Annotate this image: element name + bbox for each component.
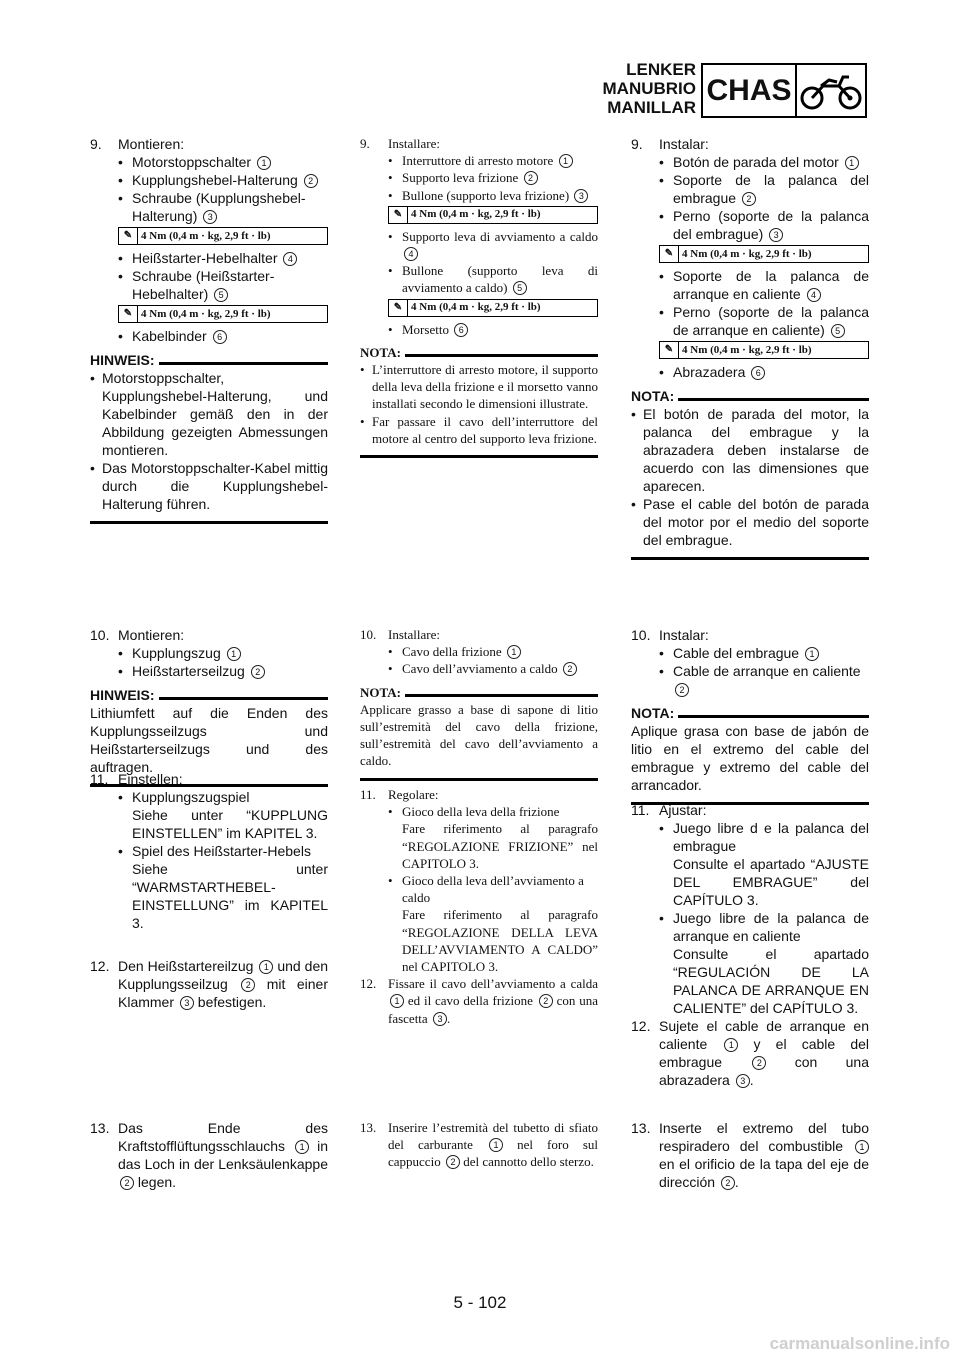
reference-text: Siehe unter “WARMSTARTHEBEL-EINSTELLUNG” im KAPITEL 3.	[132, 861, 328, 931]
wrench-icon: ✎	[389, 207, 408, 223]
list-item: • Cavo dell’avviamento a caldo 2	[388, 660, 598, 677]
note-item: • Das Motorstoppschalter-Kabel mittig durch die Kupplungshebel-Halterung führen.	[90, 460, 328, 512]
list-item: • Juego libre d e la palanca del embrague	[659, 820, 869, 854]
german-step-9: 9. Montieren: • Motorstoppschalter 1 • Kupplungshebel-Halterung 2 • Schraube (Kupplungshebel-Halterung) 3 ✎ 4 Nm (0,4 m · kg, 2,9 ft · lb) • Heißstarter-Hebelhalter 4 • Schraube (Heißstarter-Hebelhalter) 5 ✎ 4 Nm (0,4 m · kg, 2,9 ft · lb) • Kabelbinder 6 HINWEIS: • Motorstoppschalter, Kupplungshebel-Halterung, und Kabelbinder gemäß den in der Abbildung gezeigten Abmessungen montieren. • Das Motorstoppschalter-Kabel mittig durch die Kupplungshebel-Halterung führen.	[90, 135, 328, 524]
torque-spec: ✎ 4 Nm (0,4 m · kg, 2,9 ft · lb)	[118, 305, 328, 323]
list-item: • Heißstarter-Hebelhalter 4	[118, 249, 328, 267]
italian-step-10: 10. Installare: • Cavo della frizione 1 • Cavo dell’avviamento a caldo 2 NOTA: Applicare grasso a base di sapone di litio sull’estremità del cavo della frizione, sull’estremità del cavo dell’avviamento a caldo.	[360, 626, 598, 781]
reference-text: Consulte el apartado “AJUSTE DEL EMBRAGUE” del CAPÍTULO 3.	[673, 856, 869, 908]
note-item: • L’interruttore di arresto motore, il supporto della leva della frizione e il morsetto vanno installati secondo le dimensioni illustrate.	[360, 362, 598, 412]
italian-step-12: 12. Fissare il cavo dell’avviamento a calda 1 ed il cavo della frizione 2 con una fascetta 3 .	[360, 976, 599, 1026]
note-item: • Far passare il cavo dell’interruttore del motore al centro del supporto leva frizione.	[360, 413, 598, 446]
callout-number: 1	[227, 647, 241, 661]
list-item: • Gioco della leva dell’avviamento a caldo	[388, 873, 584, 906]
spanish-step-13: 13. Inserte el extremo del tubo respiradero del combustible 1 en el orificio de la tapa del eje de dirección 2 .	[631, 1120, 869, 1190]
callout-number: 1	[845, 156, 859, 170]
list-item: • Soporte de la palanca de arranque en caliente 4	[659, 268, 869, 302]
wrench-icon: ✎	[119, 228, 138, 244]
note-text: Aplique grasa con base de jabón de litio en el extremo del cable del embrague y extremo del cable del arrancador.	[631, 723, 869, 793]
list-item: • Gioco della leva della frizione	[388, 804, 560, 820]
list-item: • Soporte de la palanca del embrague 2	[659, 172, 869, 206]
reference-text: Fare riferimento al paragrafo “REGOLAZIONE FRIZIONE” nel CAPITOLO 3.	[402, 821, 598, 871]
list-item: • Schraube (Kupplungshebel-Halterung) 3	[118, 190, 306, 224]
list-item: • Perno (soporte de la palanca de arranque en caliente) 5	[659, 304, 869, 338]
note-header: NOTA:	[631, 704, 869, 722]
note-text: Lithiumfett auf die Enden des Kupplungsseilzugs und Heißstarterseilzugs und des auftragen.	[90, 705, 328, 775]
callout-number: 6	[454, 323, 468, 337]
watermark: carmanualsonline.info	[769, 1334, 950, 1353]
list-item: • Bullone (supporto leva frizione) 3	[388, 187, 598, 204]
list-item: • Bullone (supporto leva di avviamento a caldo) 5	[388, 263, 598, 296]
german-step-12: 12. Den Heißstartereilzug 1 und den Kupplungsseilzug 2 mit einer Klammer 3 befestigen.	[90, 958, 329, 1010]
motorcycle-icon	[797, 65, 865, 116]
list-item: • Supporto leva frizione 2	[388, 169, 598, 186]
note-divider	[90, 521, 328, 524]
german-step-11: 11. Einstellen: • Kupplungszugspiel Siehe unter “KUPPLUNG EINSTELLEN” im KAPITEL 3. • Spiel des Heißstarter-Hebels Siehe unter “WARMSTARTHEBEL-EINSTELLUNG” im KAPITEL 3.	[90, 771, 328, 931]
callout-number: 3	[574, 189, 588, 203]
list-item: • Supporto leva di avviamento a caldo 4	[388, 228, 598, 260]
callout-number: 2	[304, 174, 318, 188]
reference-text: Siehe unter “KUPPLUNG EINSTELLEN” im KAPITEL 3.	[132, 807, 328, 841]
callout-number: 2	[742, 192, 756, 206]
list-item: • Kupplungshebel-Halterung 2	[118, 171, 328, 189]
list-item: • Motorstoppschalter 1	[118, 153, 328, 171]
note-item: • Motorstoppschalter, Kupplungshebel-Halterung, und Kabelbinder gemäß den in der Abbildung gezeigten Abmessungen montieren.	[90, 370, 328, 458]
title-lenker: LENKER	[626, 60, 696, 79]
callout-number: 1	[257, 156, 271, 170]
callout-number: 4	[807, 288, 821, 302]
page-number: 5 - 102	[453, 1293, 507, 1312]
wrench-icon: ✎	[660, 342, 679, 358]
wrench-icon: ✎	[389, 300, 408, 316]
step-title: Montieren:	[118, 136, 185, 152]
list-item: • Cavo della frizione 1	[388, 643, 598, 660]
title-manubrio: MANUBRIO	[602, 79, 696, 98]
list-item: • Kupplungszugspiel	[118, 789, 250, 805]
list-item: • Morsetto 6	[388, 321, 598, 338]
callout-number: 6	[751, 366, 765, 380]
note-header: NOTA:	[631, 387, 869, 405]
reference-text: Consulte el apartado “REGULACIÓN DE LA PALANCA DE ARRANQUE EN CALIENTE” del CAPÍTULO 3.	[673, 946, 869, 1016]
chas-label: CHAS	[703, 65, 797, 116]
note-header: NOTA:	[360, 684, 598, 701]
italian-step-9: 9. Installare: • Interruttore di arresto motore 1 • Supporto leva frizione 2 • Bullone (supporto leva frizione) 3 ✎ 4 Nm (0,4 m · kg, 2,9 ft · lb) • Supporto leva di avviamento a caldo 4 • Bullone (supporto leva di avviamento a caldo) 5 ✎ 4 Nm (0,4 m · kg, 2,9 ft · lb) • Morsetto 6 NOTA: • L’interruttore di arresto motore, il supporto della leva della frizione e il morsetto vanno installati secondo le dimensioni illustrate. • Far passare il cavo dell’interruttore del motore al centro del supporto leva frizione.	[360, 135, 598, 458]
callout-number: 5	[831, 324, 845, 338]
spanish-step-12: 12. Sujete el cable de arranque en caliente 1 y el cable del embrague 2 con una abrazadera 3 .	[631, 1018, 870, 1088]
note-header: NOTA:	[360, 344, 598, 361]
torque-spec: ✎ 4 Nm (0,4 m · kg, 2,9 ft · lb)	[659, 245, 869, 263]
note-item: • Pase el cable del botón de parada del motor por el medio del soporte del embrague.	[631, 496, 869, 548]
callout-number: 3	[769, 228, 783, 242]
callout-number: 2	[563, 662, 577, 676]
list-item: • Interruttore di arresto motore 1	[388, 152, 598, 169]
list-item: • Kupplungszug 1	[118, 644, 328, 662]
callout-number: 2	[524, 171, 538, 185]
wrench-icon: ✎	[119, 306, 138, 322]
note-divider	[360, 778, 598, 781]
title-manillar: MANILLAR	[607, 98, 696, 117]
note-header: HINWEIS:	[90, 686, 328, 704]
chassis-section-box	[701, 63, 867, 118]
italian-step-13: 13. Inserire l’estremità del tubetto di sfiato del carburante 1 nel foro sul cappuccio 2 del cannotto dello sterzo.	[360, 1120, 598, 1170]
callout-number: 3	[203, 210, 217, 224]
list-item: • Abrazadera 6	[659, 363, 869, 381]
note-divider	[360, 455, 598, 458]
list-item: • Cable de arranque en caliente 2	[659, 663, 861, 695]
list-item: • Juego libre de la palanca de arranque en caliente	[659, 910, 869, 944]
callout-number: 6	[213, 330, 227, 344]
callout-number: 4	[283, 252, 297, 266]
note-divider	[631, 557, 869, 560]
note-text: Applicare grasso a base di sapone di litio sull’estremità del cavo della frizione, sull’estremità del cavo dell’avviamento a caldo.	[360, 701, 598, 769]
section-titles	[560, 60, 696, 117]
spanish-step-9: 9. Instalar: • Botón de parada del motor 1 • Soporte de la palanca del embrague 2 • Perno (soporte de la palanca del embrague) 3 ✎ 4 Nm (0,4 m · kg, 2,9 ft · lb) • Soporte de la palanca de arranque en caliente 4 • Perno (soporte de la palanca de arranque en caliente) 5 ✎ 4 Nm (0,4 m · kg, 2,9 ft · lb) • Abrazadera 6 NOTA: • El botón de parada del motor, la palanca del embrague y la abrazadera deben instalarse de acuerdo con las dimensiones que aparecen. • Pase el cable del botón de parada del motor por el medio del soporte del embrague.	[631, 135, 869, 560]
wrench-icon: ✎	[660, 246, 679, 262]
spanish-step-10: 10. Instalar: • Cable del embrague 1 • Cable de arranque en caliente 2 NOTA: Aplique grasa con base de jabón de litio en el extremo del cable del embrague y extremo del cable del arrancador.	[631, 626, 869, 805]
torque-spec: ✎ 4 Nm (0,4 m · kg, 2,9 ft · lb)	[388, 299, 598, 317]
callout-number: 1	[805, 647, 819, 661]
italian-step-11: 11. Regolare: • Gioco della leva della frizione Fare riferimento al paragrafo “REGOLAZIONE FRIZIONE” nel CAPITOLO 3. • Gioco della leva dell’avviamento a caldo Fare riferimento al paragrafo “REGOLAZIONE DELLA LEVA DELL’AVVIAMENTO A CALDO” nel CAPITOLO 3. 12. Fissare il cavo dell’avviamento a calda 1 ed il cavo della frizione 2 con una fascetta 3 .	[360, 787, 599, 1026]
torque-spec: ✎ 4 Nm (0,4 m · kg, 2,9 ft · lb)	[659, 341, 869, 359]
german-step-10: 10. Montieren: • Kupplungszug 1 • Heißstarterseilzug 2 HINWEIS: Lithiumfett auf die Enden des Kupplungsseilzugs und Heißstarterseilzugs und des auftragen.	[90, 626, 328, 787]
callout-number: 1	[507, 645, 521, 659]
list-item: • Kabelbinder 6	[118, 327, 328, 345]
list-item: • Cable del embrague 1	[659, 644, 869, 662]
list-item: • Perno (soporte de la palanca del embrague) 3	[659, 208, 869, 242]
note-header: HINWEIS:	[90, 351, 328, 369]
spanish-step-11: 11. Ajustar: • Juego libre d e la palanca del embrague Consulte el apartado “AJUSTE DEL EMBRAGUE” del CAPÍTULO 3. • Juego libre de la palanca de arranque en caliente Consulte el apartado “REGULACIÓN DE LA PALANCA DE ARRANQUE EN CALIENTE” del CAPÍTULO 3. 12. Sujete el cable de arranque en caliente 1 y el cable del embrague 2 con una abrazadera 3 .	[631, 802, 870, 1088]
callout-number: 5	[513, 281, 527, 295]
torque-spec: ✎ 4 Nm (0,4 m · kg, 2,9 ft · lb)	[388, 206, 598, 224]
callout-number: 4	[404, 247, 418, 261]
callout-number: 1	[559, 154, 573, 168]
callout-number: 2	[251, 665, 265, 679]
list-item: • Schraube (Heißstarter-Hebelhalter) 5	[118, 268, 275, 302]
list-item: • Botón de parada del motor 1	[659, 153, 869, 171]
list-item: • Heißstarterseilzug 2	[118, 662, 328, 680]
list-item: • Spiel des Heißstarter-Hebels	[118, 843, 311, 859]
callout-number: 5	[214, 288, 228, 302]
reference-text: Fare riferimento al paragrafo “REGOLAZIONE DELLA LEVA DELL’AVVIAMENTO A CALDO” nel CAPITOLO 3.	[402, 907, 598, 975]
callout-number: 2	[675, 683, 689, 697]
torque-spec: ✎ 4 Nm (0,4 m · kg, 2,9 ft · lb)	[118, 227, 328, 245]
note-item: • El botón de parada del motor, la palanca del embrague y la abrazadera deben instalarse de acuerdo con las dimensiones que aparecen.	[631, 406, 869, 494]
german-step-13: 13. Das Ende des Kraftstofflüftungsschlauchs 1 in das Loch in der Lenksäulenkappe 2 legen.	[90, 1120, 328, 1190]
